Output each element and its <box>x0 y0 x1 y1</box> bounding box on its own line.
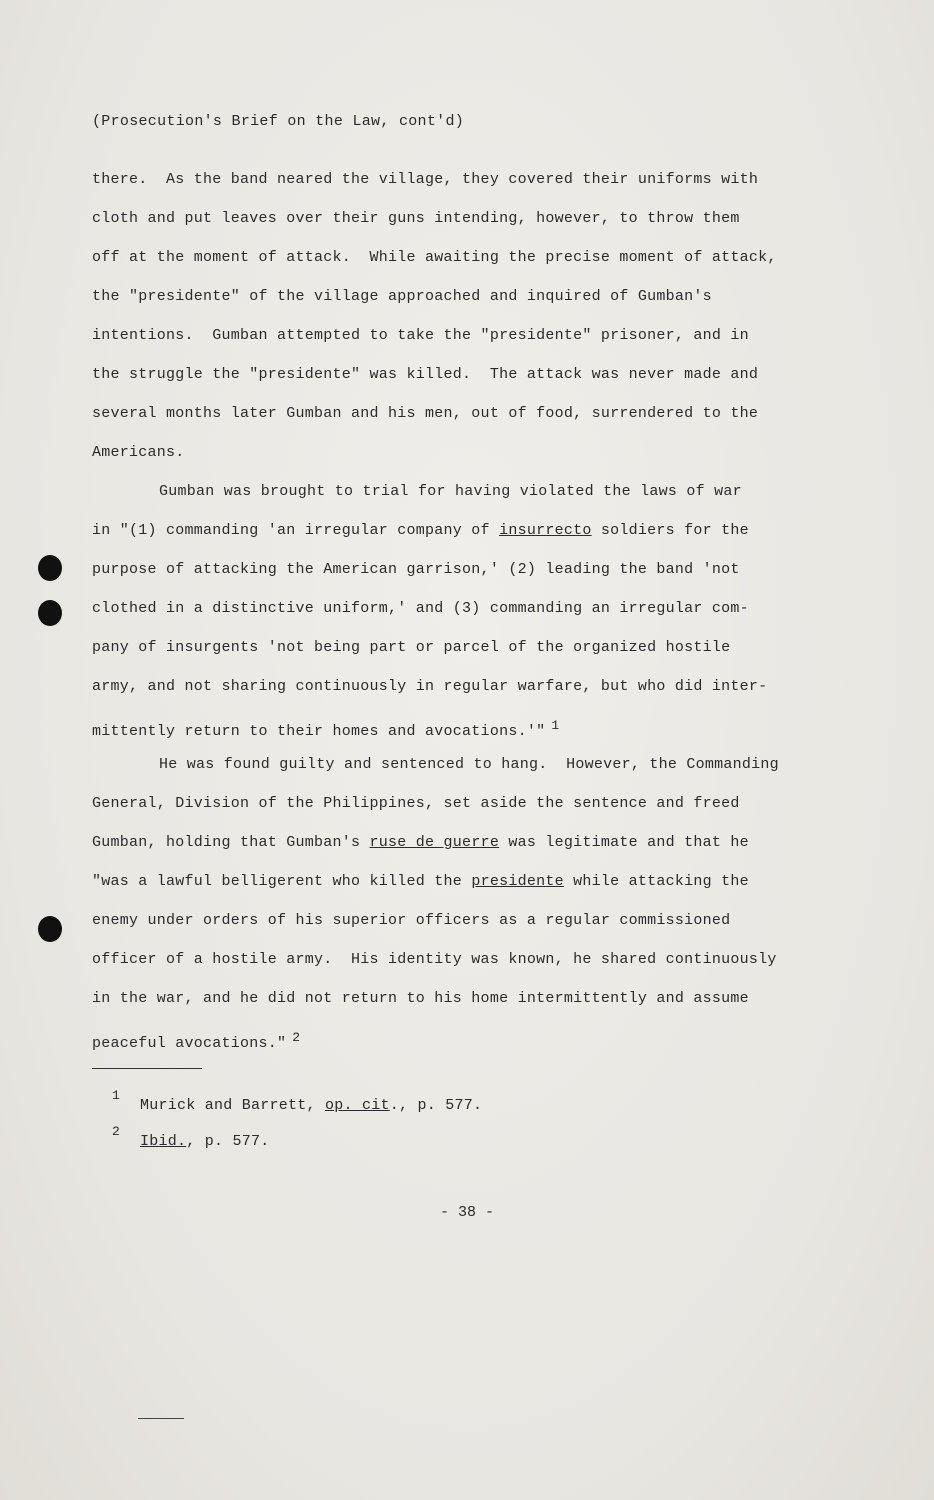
footnote-number: 1 <box>112 1088 121 1103</box>
text-segment: several months later Gumban and his men, out of food, surrendered to the <box>92 405 759 422</box>
text-line <box>92 399 812 438</box>
text-segment: was legitimate and that he <box>499 834 749 851</box>
text-line <box>92 516 812 555</box>
punch-hole <box>38 555 62 581</box>
text-segment: clothed in a distinctive uniform,' and (3) commanding an irregular com- <box>92 600 749 617</box>
text-line <box>92 750 812 789</box>
underlined-term: Ibid. <box>140 1133 187 1150</box>
text-segment: cloth and put leaves over their guns intending, however, to throw them <box>92 210 740 227</box>
punch-hole <box>38 600 62 626</box>
text-segment: purpose of attacking the American garrison,' (2) leading the band 'not <box>92 561 740 578</box>
footnote-number: 2 <box>112 1124 121 1139</box>
text-segment: ., p. 577. <box>389 1097 483 1114</box>
text-line <box>92 321 812 360</box>
text-segment: He was found guilty and sentenced to hang. However, the Commanding <box>159 756 779 773</box>
text-line <box>92 165 812 204</box>
underlined-term: presidente <box>471 873 564 890</box>
footnote-marker: 1 <box>551 718 560 733</box>
text-line <box>92 633 812 672</box>
text-line <box>92 204 812 243</box>
text-segment: , p. 577. <box>186 1133 270 1150</box>
text-segment: General, Division of the Philippines, set aside the sentence and freed <box>92 795 740 812</box>
text-segment: Americans. <box>92 444 185 461</box>
footnote-text <box>140 1088 482 1124</box>
text-line <box>92 360 812 399</box>
text-line <box>92 594 812 633</box>
text-segment: "was a lawful belligerent who killed the <box>92 873 472 890</box>
text-line <box>92 477 812 516</box>
text-line <box>92 828 812 867</box>
text-line <box>92 867 812 906</box>
text-segment: officer of a hostile army. His identity was known, he shared continuously <box>92 951 777 968</box>
text-line <box>92 672 812 711</box>
text-line <box>92 906 812 945</box>
text-segment: soldiers for the <box>591 522 749 539</box>
underlined-term: ruse de guerre <box>369 834 500 851</box>
text-segment: enemy under orders of his superior officers as a regular commissioned <box>92 912 731 929</box>
text-segment: Murick and Barrett, <box>140 1097 326 1114</box>
text-line <box>92 945 812 984</box>
footnote-separator <box>92 1068 202 1069</box>
text-segment: while attacking the <box>563 873 749 890</box>
body-text <box>92 165 812 1062</box>
text-line <box>92 282 812 321</box>
text-segment: mittently return to their homes and avocations.'" <box>92 723 546 740</box>
text-segment: pany of insurgents 'not being part or parcel of the organized hostile <box>92 639 731 656</box>
text-segment: peaceful avocations." <box>92 1035 287 1052</box>
text-line <box>92 438 812 477</box>
running-header: (Prosecution's Brief on the Law, cont'd) <box>92 113 465 130</box>
footnote-marker: 2 <box>292 1030 301 1045</box>
bottom-rule-mark <box>138 1418 184 1419</box>
text-line <box>92 1023 812 1062</box>
text-line <box>92 243 812 282</box>
text-segment: army, and not sharing continuously in regular warfare, but who did inter- <box>92 678 768 695</box>
underlined-term: insurrecto <box>499 522 592 539</box>
text-segment: Gumban was brought to trial for having violated the laws of war <box>159 483 742 500</box>
text-line <box>92 711 812 750</box>
page-number: - 38 - <box>439 1204 494 1221</box>
text-segment: in "(1) commanding 'an irregular company of <box>92 522 500 539</box>
footnote-text <box>140 1124 270 1160</box>
text-segment: in the war, and he did not return to his home intermittently and assume <box>92 990 749 1007</box>
text-segment: the struggle the "presidente" was killed. The attack was never made and <box>92 366 759 383</box>
underlined-term: op. cit <box>325 1097 390 1114</box>
text-segment: off at the moment of attack. While awaiting the precise moment of attack, <box>92 249 777 266</box>
text-line <box>92 984 812 1023</box>
text-line <box>92 789 812 828</box>
text-line <box>92 555 812 594</box>
text-segment: there. As the band neared the village, they covered their uniforms with <box>92 171 759 188</box>
punch-hole <box>38 916 62 942</box>
text-segment: intentions. Gumban attempted to take the "presidente" prisoner, and in <box>92 327 749 344</box>
text-segment: Gumban, holding that Gumban's <box>92 834 370 851</box>
text-segment: the "presidente" of the village approached and inquired of Gumban's <box>92 288 712 305</box>
